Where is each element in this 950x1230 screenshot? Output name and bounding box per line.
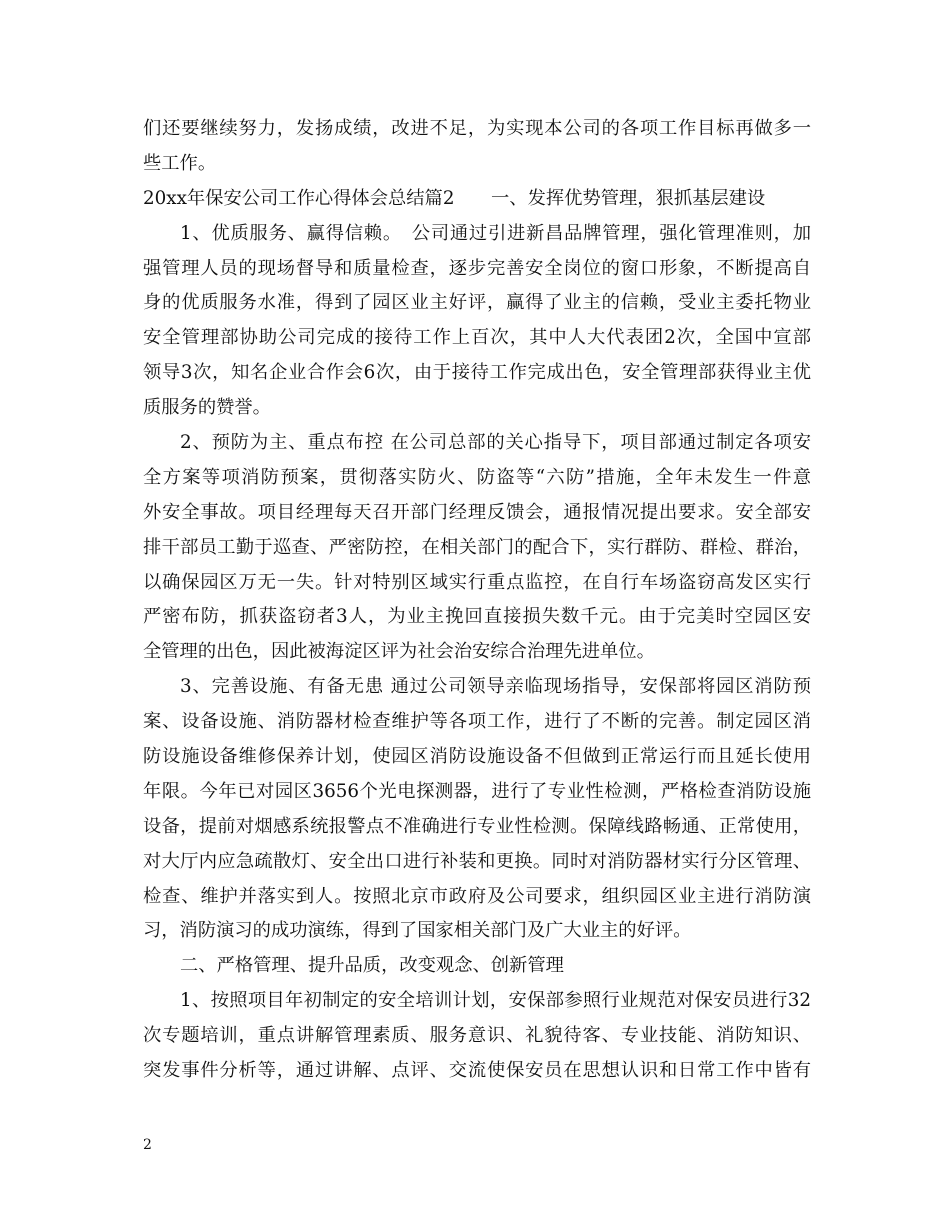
text-line: 3、完善设施、有备无患 通过公司领导亲临现场指导，安保部将园区消防预 <box>180 676 811 698</box>
text-line: 对大厅内应急疏散灯、安全出口进行补装和更换。同时对消防器材实行分区管理、 <box>143 850 811 872</box>
text-line: 防设施设备维修保养计划，使园区消防设施设备不但做到正常运行而且延长使用 <box>143 746 811 768</box>
text-line: 习，消防演习的成功演练，得到了国家相关部门及广大业主的好评。 <box>143 920 692 942</box>
text-line: 全方案等项消防预案，贯彻落实防火、防盗等“六防”措施，全年未发生一件意 <box>143 466 811 488</box>
text-line: 全管理的出色，因此被海淀区评为社会治安综合治理先进单位。 <box>143 641 655 663</box>
text-line: 设备，提前对烟感系统报警点不准确进行专业性检测。保障线路畅通、正常使用， <box>143 815 811 837</box>
text-line: 突发事件分析等，通过讲解、点评、交流使保安员在思想认识和日常工作中皆有 <box>143 1060 811 1082</box>
page-number: 2 <box>143 1137 152 1153</box>
text-line: 排干部员工勤于巡查、严密防控，在相关部门的配合下，实行群防、群检、群治， <box>143 536 811 558</box>
text-line: 年限。今年已对园区3656个光电探测器，进行了专业性检测，严格检查消防设施 <box>143 780 811 802</box>
text-line: 严密布防，抓获盗窃者3人，为业主挽回直接损失数千元。由于完美时空园区安 <box>143 606 811 628</box>
text-line: 2、预防为主、重点布控 在公司总部的关心指导下，项目部通过制定各项安 <box>180 432 811 454</box>
text-line: 领导3次，知名企业合作会6次，由于接待工作完成出色，安全管理部获得业主优 <box>143 362 811 384</box>
text-line: 检查、维护并落实到人。按照北京市政府及公司要求，组织园区业主进行消防演 <box>143 885 811 907</box>
text-line: 质服务的赞誉。 <box>143 397 271 419</box>
text-line: 些工作。 <box>143 152 217 174</box>
text-line: 20xx年保安公司工作心得体会总结篇2 一、发挥优势管理，狠抓基层建设 <box>143 187 766 209</box>
text-line: 身的优质服务水准，得到了园区业主好评，赢得了业主的信赖，受业主委托物业 <box>143 292 811 314</box>
body-text <box>143 112 811 1089</box>
text-line: 强管理人员的现场督导和质量检查，逐步完善安全岗位的窗口形象，不断提高自 <box>143 257 811 279</box>
text-line: 1、按照项目年初制定的安全培训计划，安保部参照行业规范对保安员进行32 <box>180 990 811 1012</box>
text-line: 外安全事故。项目经理每天召开部门经理反馈会，通报情况提出要求。安全部安 <box>143 501 811 523</box>
text-line: 以确保园区万无一失。针对特别区域实行重点监控，在自行车场盗窃高发区实行 <box>143 571 811 593</box>
text-line: 1、优质服务、赢得信赖。 公司通过引进新昌品牌管理，强化管理准则，加 <box>180 222 811 244</box>
text-line: 二、严格管理、提升品质，改变观念、创新管理 <box>180 955 564 977</box>
text-line: 次专题培训，重点讲解管理素质、服务意识、礼貌待客、专业技能、消防知识、 <box>143 1025 811 1047</box>
text-line: 安全管理部协助公司完成的接待工作上百次，其中人大代表团2次，全国中宣部 <box>143 327 811 349</box>
text-line: 案、设备设施、消防器材检查维护等各项工作，进行了不断的完善。制定园区消 <box>143 711 811 733</box>
text-line: 们还要继续努力，发扬成绩，改进不足，为实现本公司的各项工作目标再做多一 <box>143 118 811 139</box>
